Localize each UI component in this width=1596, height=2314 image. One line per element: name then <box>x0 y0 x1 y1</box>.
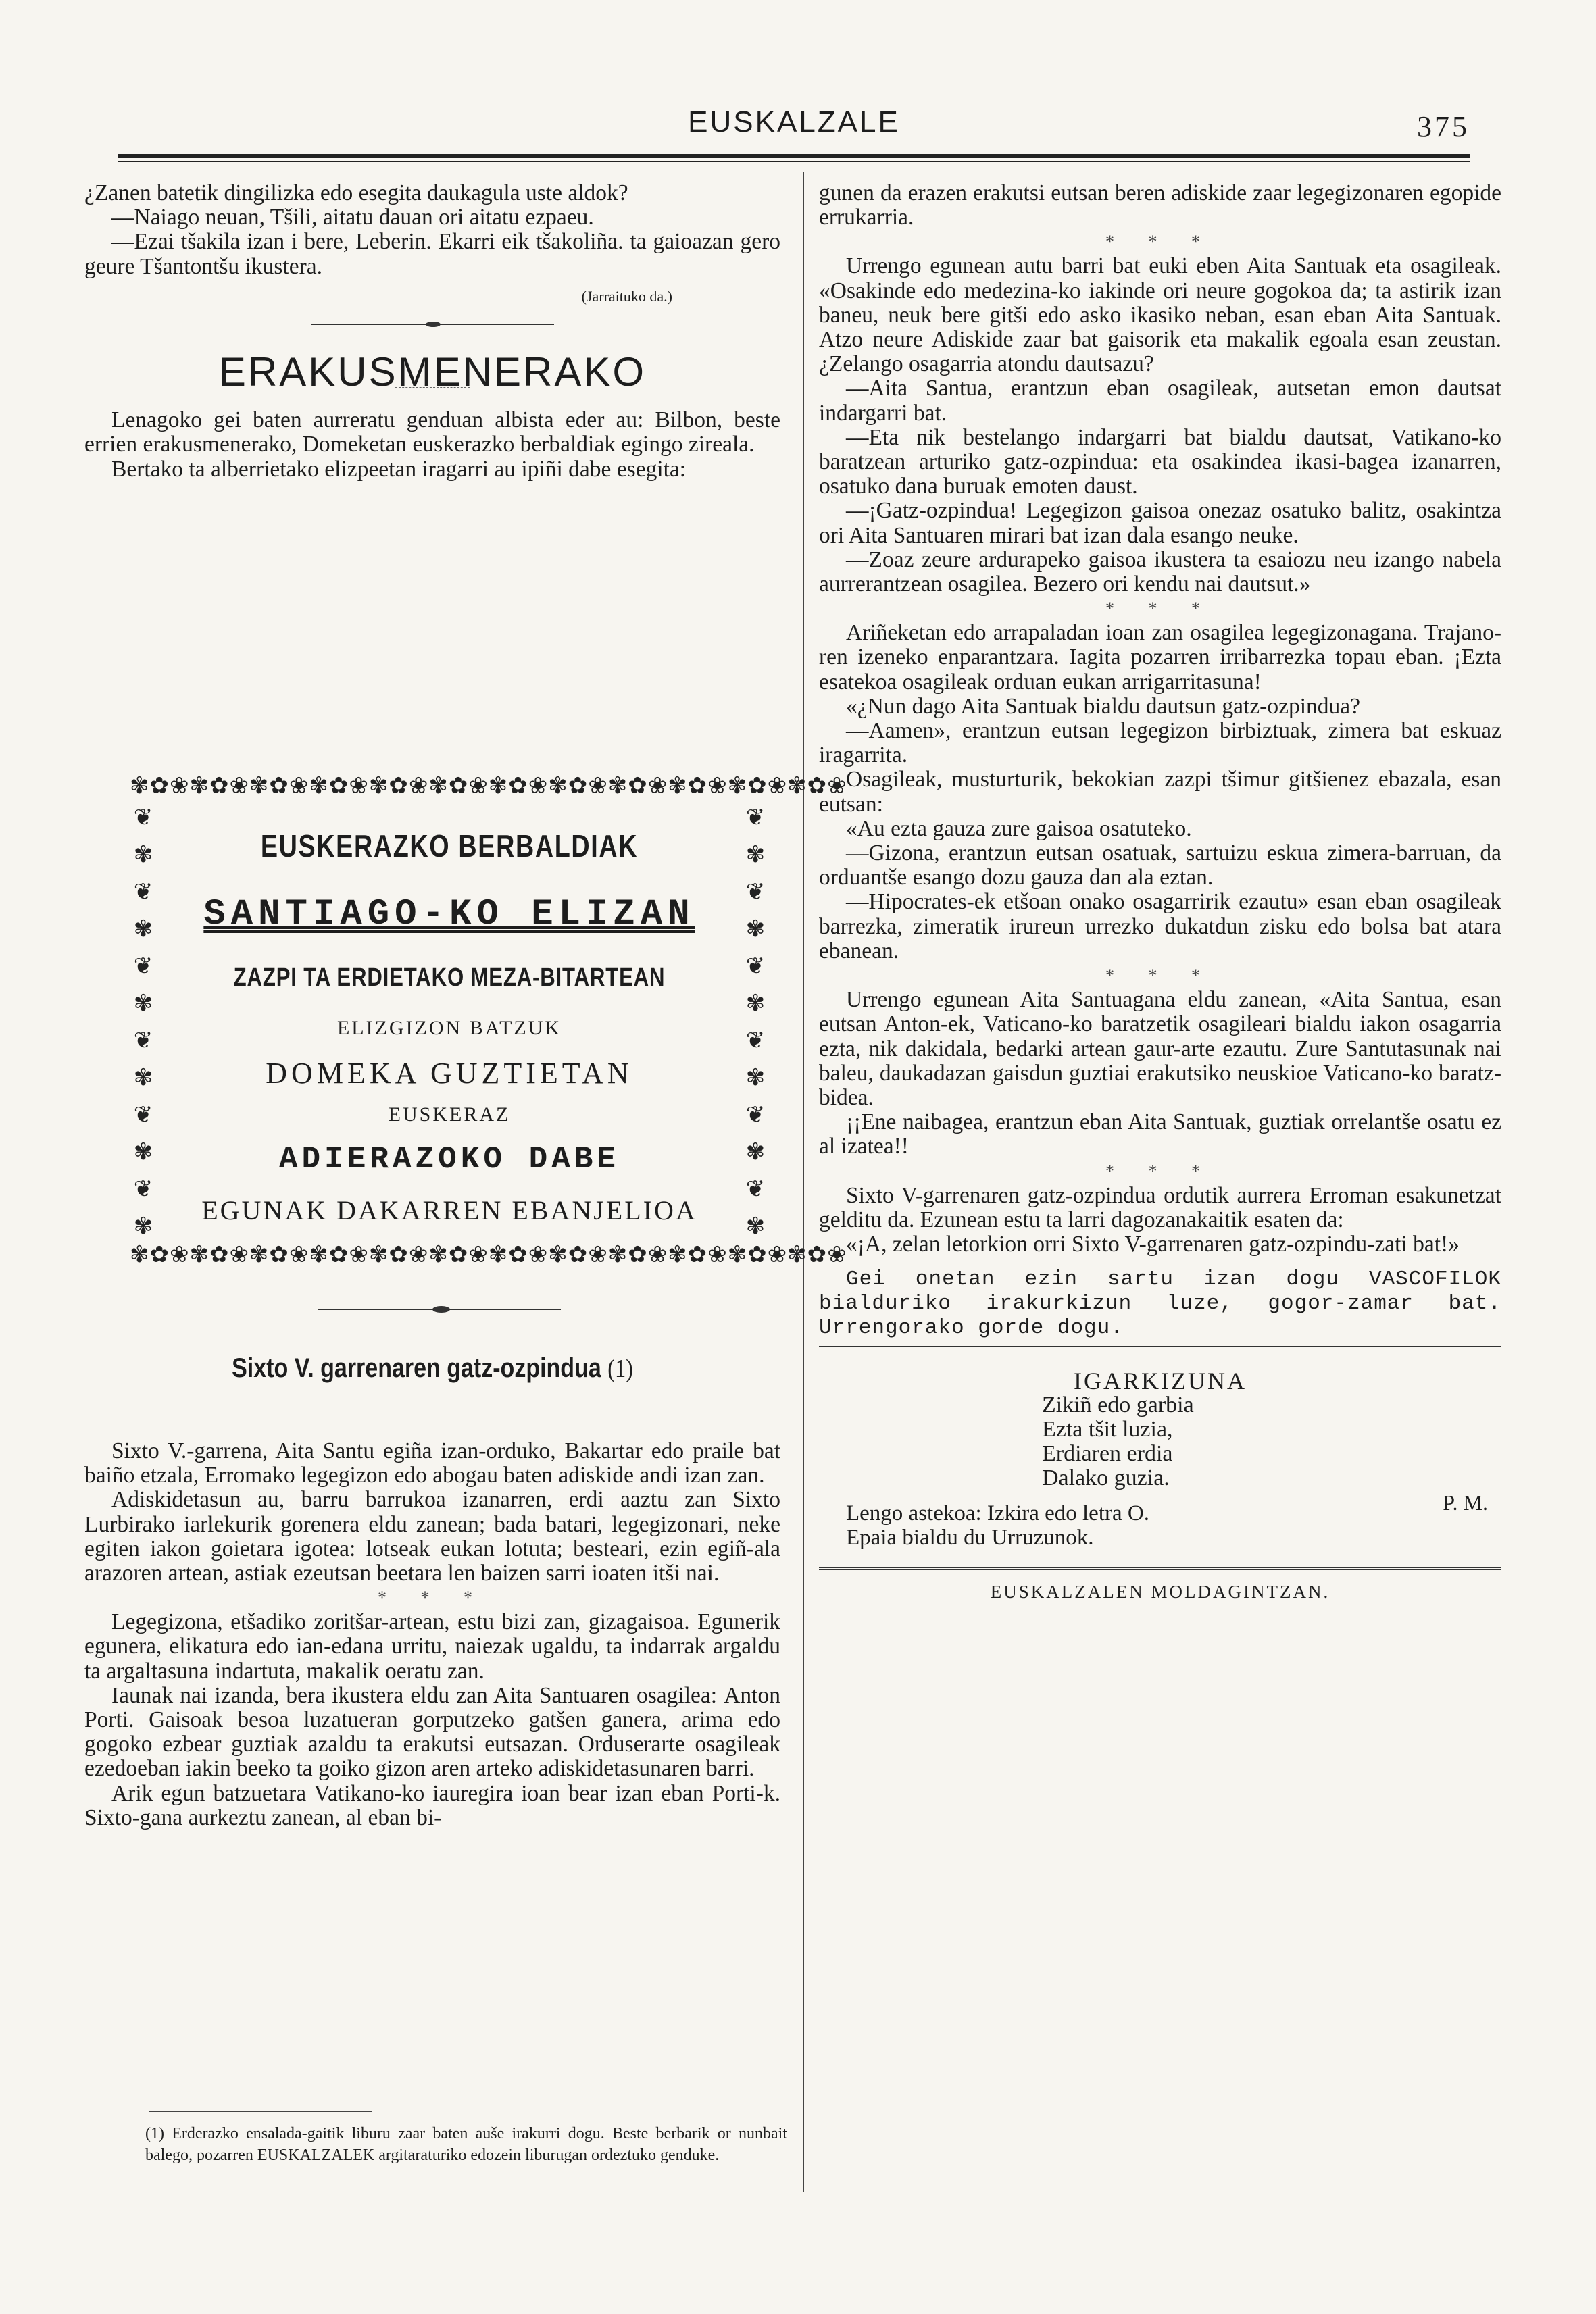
continued-note: (Jarraituko da.) <box>581 287 672 305</box>
article-title-text: Sixto V. garrenaren gatz-ozpindua <box>232 1353 601 1383</box>
article-paragraph: Sixto V-garrenaren gatz-ozpindua ordutik aurrera Erroman esakunetzat gelditu da. Ezunean estu ta larri dagozanakaitik esaten da: <box>819 1182 1501 1232</box>
article-paragraph: —Hipocrates-ek etšoan onako osagarririk ezautu» esan eban osagileak barrezka, zimeratik irureun urrezko dukatdun zisku edo bolsa bat atara ebanean. <box>819 889 1501 963</box>
previous-answer <box>846 1501 1501 1550</box>
running-header <box>118 101 1470 149</box>
section-separator <box>311 324 554 325</box>
section-stars: * * * <box>378 1588 487 1608</box>
notice-line: ELIZGIZON BATZUK <box>336 1017 562 1039</box>
article-title <box>136 1353 728 1384</box>
article-paragraph: —Gizona, erantzun eutsan osatuak, sartuizu eskua zimera-barruan, da orduantše esango dozu gauza dan ala eztan. <box>819 840 1501 890</box>
footnote-rule <box>149 2111 372 2112</box>
article-paragraph: Ariñeketan edo arrapaladan ioan zan osagilea legegizonagana. Trajano-ren izeneko enparantzara. Iagita pozarren irribarrezka topau eban. ¡Ezta esatekoa osagileak orduan eukan arrigarritasuna! <box>819 620 1501 695</box>
header-rule <box>118 154 1470 158</box>
article-paragraph: Urrengo egunean autu barri bat euki eben Aita Santuak eta osagileak. «Osakinde edo medezina-ko iakinde ori neure gogokoa da; ta astirik izan baneu, neuk bere gitši edo asko ikasiko neban, esan eban Aita Santuak. Atzo neure Adiskide zaar bat gaisorik eta makalik egoala esan zeustan. ¿Zelango osagarria atondu dautsazu? <box>819 253 1501 377</box>
ornament-border-right: ❦ ✾ ❦ ✾ ❦ ✾ ❦ ✾ ❦ ✾ ❦ ✾ <box>745 804 766 1240</box>
article-paragraph: Urrengo egunean Aita Santuagana eldu zanean, «Aita Santua, esan eutsan Anton-ek, Vaticano-ko baratzetik osagileari bialdu iakon osagarria ezta, nik dakidala, bedarki artean gaur-arte ezautu. Zure Santutasunak nai baleu, daukadazan gaisdun guztiai erakutsiko neuskioe Vaticano-ko baratz-bidea. <box>819 987 1501 1110</box>
article-paragraph: —Zoaz zeure ardurapeko gaisoa ikustera ta esaiozu neu izango nabela aurrerantzean osagilea. Bezero ori kendu nai dautsut.» <box>819 547 1501 597</box>
article-paragraph: Adiskidetasun au, barru barrukoa izanarren, erdi aaztu zan Sixto Lurbirako iarlekurik gorenera eldu zanean; bada batari, legegizonari, neke egiten iakon goietara igotea: lotseak eukan lotuta; besteari, ezin egiñ-ala arazoren artean, astiak ezeutsan beetara len baizen sarri ioaten itši nai. <box>84 1487 780 1586</box>
article-paragraph: Osagileak, musturturik, bekokian zazpi tšimur gitšienez ebazala, esan eutsan: <box>819 767 1501 817</box>
article-separator <box>318 1309 561 1310</box>
article-paragraph: —Aita Santua, erantzun eban osagileak, autsetan emon dautsat indargarri bat. <box>819 376 1501 426</box>
notice-church: SANTIAGO-KO ELIZAN <box>203 894 695 935</box>
section-stars: * * * <box>1105 232 1215 252</box>
notice-line: EUSKERAZ <box>388 1103 511 1126</box>
riddle-line: Ezta tšit luzia, <box>1042 1417 1173 1442</box>
page-number: 375 <box>1417 110 1470 143</box>
church-notice-box <box>130 772 847 1268</box>
dialogue-line: ¿Zanen batetik dingilizka edo esegita daukagula uste aldok? <box>84 180 628 205</box>
dialogue-line: —Ezai tšakila izan i bere, Leberin. Ekarri eik tšakoliña. ta gaioazan gero geure Tšantontšu ikustera. <box>84 229 780 279</box>
intro-paragraph: Bertako ta alberrietako elizpeetan iragarri au ipiñi dabe esegita: <box>111 456 687 482</box>
notice-line: ADIERAZOKO DABE <box>278 1142 620 1177</box>
footer-rule <box>819 1567 1501 1570</box>
dialogue-line: —Naiago neuan, Tšili, aitatu dauan ori aitatu ezpaeu. <box>111 205 594 230</box>
section-stars: * * * <box>1105 599 1215 619</box>
ornament-border-bottom: ✾✿❀✾✿❀✾✿❀✾✿❀✾✿❀✾✿❀✾✿❀✾✿❀✾✿❀✾✿❀✾✿❀✾✿❀ <box>130 1241 847 1268</box>
column-divider <box>803 172 804 2192</box>
article-paragraph: —¡Gatz-ozpindua! Legegizon gaisoa onezaz osatuko balitz, osakintza ori Aita Santuaren mirari bat izan dala esango neuke. <box>819 498 1501 548</box>
riddle-title: IGARKIZUNA <box>1074 1367 1247 1395</box>
notice-line: DOMEKA GUZTIETAN <box>266 1057 633 1090</box>
riddle-signature: P. M. <box>1443 1490 1488 1515</box>
article-paragraph: ¡¡Ene naibagea, erantzun eban Aita Santuak, guztiak orrelantše osatu ez al izatea!! <box>819 1109 1501 1159</box>
article-paragraph: Sixto V.-garrena, Aita Santu egiña izan-orduko, Bakartar edo praile bat baiño etzala, Erromako legegizon edo abogau baten adiskide andi izan zan. <box>84 1438 780 1488</box>
riddle <box>1042 1392 1501 1515</box>
left-column-article <box>84 1439 780 1830</box>
header-rule-thin <box>118 161 1470 162</box>
riddle-line: Dalako guzia. <box>1042 1465 1170 1491</box>
section-stars: * * * <box>1105 965 1215 986</box>
ornament-border-top: ✾✿❀✾✿❀✾✿❀✾✿❀✾✿❀✾✿❀✾✿❀✾✿❀✾✿❀✾✿❀✾✿❀✾✿❀ <box>130 772 847 799</box>
article-paragraph: Iaunak nai izanda, bera ikustera eldu zan Aita Santuaren osagileа: Anton Porti. Gaisoak besoa luzatueran gorputzeko gatšen ganera, arima edo gogoko ezbear guztiak azaldu ta erakutsi eutsazan. Orduserarte osagileak ezedoeban iakin beeko ta goiko gizon aren arteko adiskidetasunaren barri. <box>84 1682 780 1782</box>
editorial-notice: Gei onetan ezin sartu izan dogu VASCOFILOK bialduriko irakurkizun luze, gogor-zamar bat. Urrengorako gorde dogu. <box>819 1267 1501 1340</box>
article-paragraph: «¡A, zelan letorkion orri Sixto V-garrenaren gatz-ozpindu-zati bat!» <box>846 1231 1460 1257</box>
notice-line: EGUNAK DAKARREN EBANJELIOA <box>201 1195 697 1226</box>
riddle-line: Zikiñ edo garbia <box>1042 1392 1194 1418</box>
notice-heading: EUSKERAZKO BERBALDIAK <box>260 828 639 863</box>
answer-line: Epaia bialdu du Urruzunok. <box>846 1526 1094 1551</box>
left-column-top <box>84 181 780 482</box>
journal-title: EUSKALZALE <box>688 105 900 139</box>
article-paragraph: Legegizona, etšadiko zoritšar-artean, estu bizi zan, gizagaisoa. Egunerik egunera, elikatura edo ian-edana urritu, naiezak ugaldu, ta indarrak argaldu ta argaltasuna indartuta, makalik oeratu zan. <box>84 1609 780 1684</box>
right-column <box>819 181 1501 1605</box>
article-paragraph: «¿Nun dago Aita Santuak bialdu dautsun gatz-ozpindua? <box>846 693 1360 719</box>
ornament-border-left: ❦ ✾ ❦ ✾ ❦ ✾ ❦ ✾ ❦ ✾ ❦ ✾ <box>133 804 153 1240</box>
section-title: ERAKUSMENERAKO <box>218 349 647 395</box>
riddle-line: Erdiaren erdia <box>1042 1441 1173 1467</box>
article-paragraph: —Eta nik bestelango indargarri bat bialdu dautsat, Vatikano-ko baratzean arturiko gatz-ozpindua: eta osakindea ikasi-bagea izanarren, osatuko dana buruak emoten daust. <box>819 424 1501 499</box>
article-paragraph: gunen da erazen erakutsi eutsan beren adiskide zaar legegizonaren egopide errukarria. <box>819 180 1501 230</box>
notice-rule <box>819 1346 1501 1347</box>
notice-time: ZAZPI TA ERDIETAKO MEZA-BITARTEAN <box>233 963 666 992</box>
intro-paragraph: Lenagoko gei baten aurreratu genduan albista eder au: Bilbon, beste errien erakusmenerako, Domeketan euskerazko berbaldiak egingo zireala. <box>84 407 780 457</box>
footnote-marker: (1) <box>607 1355 633 1383</box>
answer-line: Lengo astekoa: Izkira edo letra O. <box>846 1501 1149 1526</box>
section-stars: * * * <box>1105 1161 1215 1181</box>
printer-imprint: EUSKALZALEN MOLDAGINTZAN. <box>990 1582 1330 1603</box>
footnote: (1) Erderazko ensalada-gaitik liburu zaar baten auše irakurri dogu. Beste berbarik or nunbait balego, pozarren EUSKALZALEK argitaraturiko edozein liburugan ordeztuko genduke. <box>145 2125 787 2164</box>
article-paragraph: «Au ezta gauza zure gaisoa osatuteko. <box>846 815 1192 841</box>
article-paragraph: Arik egun batzuetara Vatikano-ko iauregira ioan bear izan eban Porti-k. Sixto-gana aurkeztu zanean, al eban bi- <box>84 1780 780 1830</box>
article-paragraph: —Aamen», erantzun eutsan legegizon birbiztuak, zimera bat eskuaz iragarrita. <box>819 718 1501 768</box>
